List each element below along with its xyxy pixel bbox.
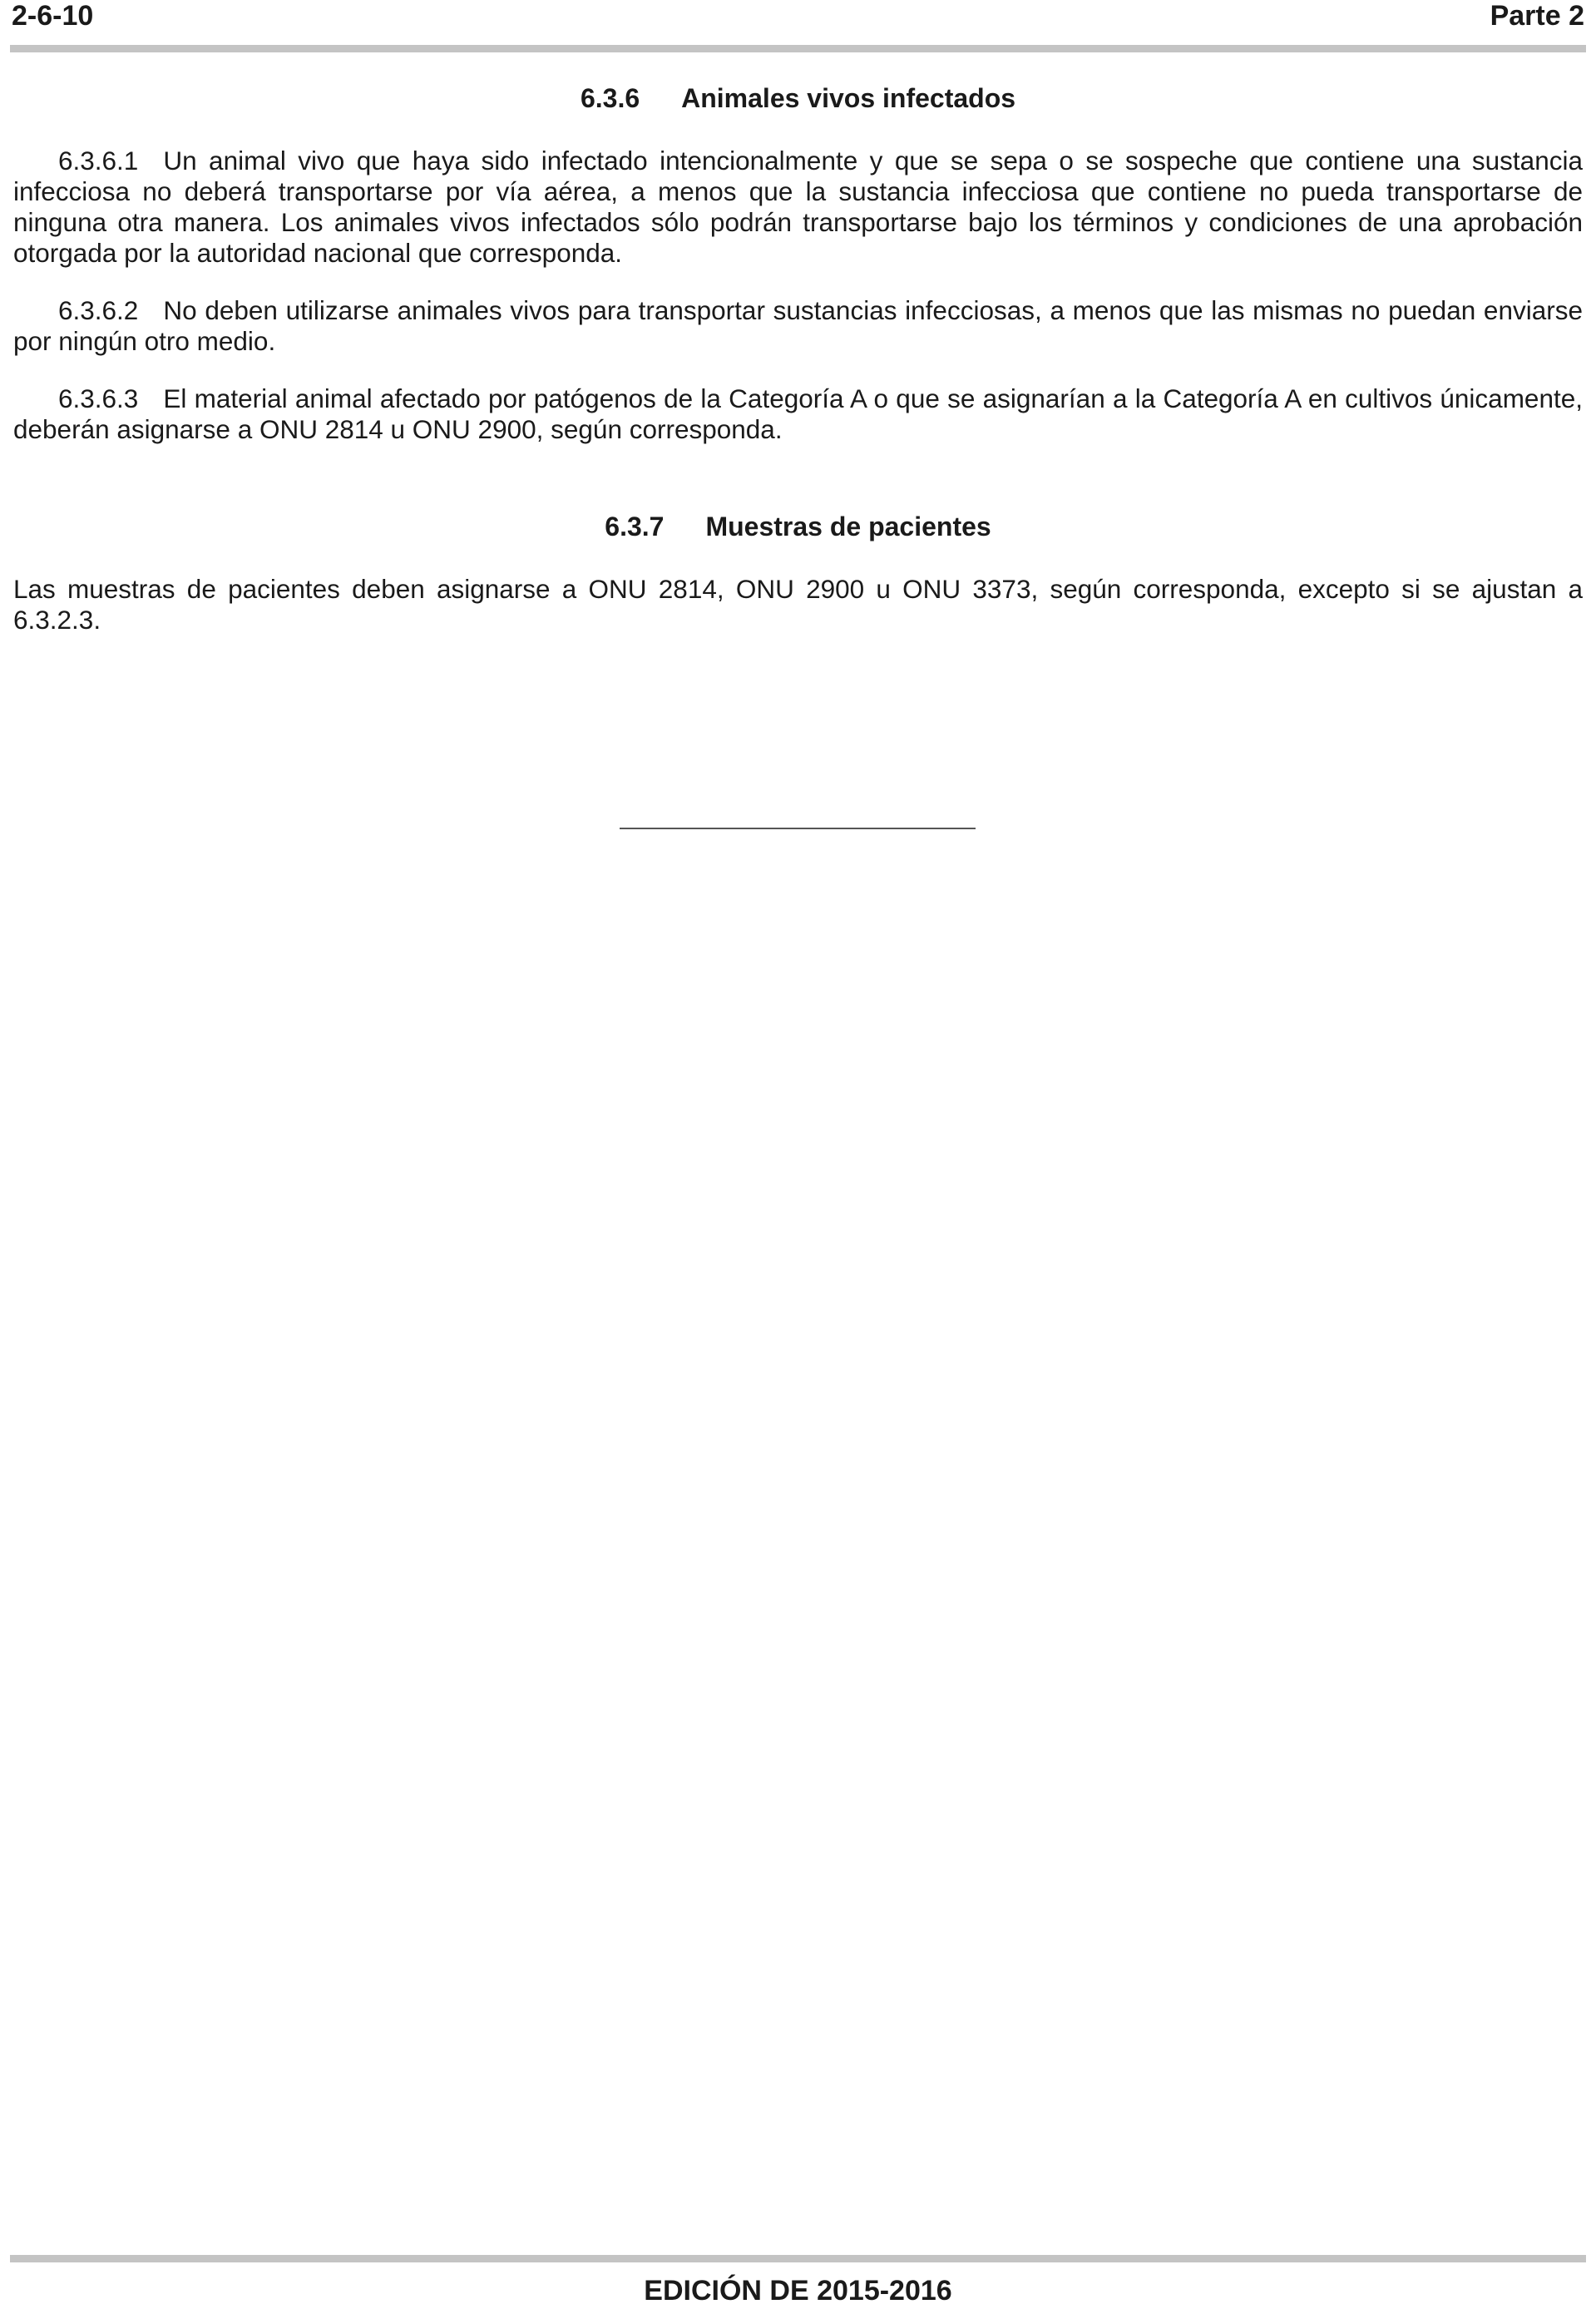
section-number: 6.3.6 [580,83,640,113]
section-title: Animales vivos infectados [681,83,1016,113]
paragraph-number: 6.3.6.3 [58,383,139,413]
paragraph-6-3-6-2 [13,295,1583,357]
header-rule [10,45,1586,52]
section-number: 6.3.7 [605,512,665,541]
edition-label: EDICIÓN DE 2015-2016 [644,2275,952,2307]
section-heading-6-3-6 [13,83,1583,114]
paragraph-6-3-6-1 [13,146,1583,269]
page-number: 2-6-10 [12,0,94,32]
paragraph-number: 6.3.6.1 [58,146,139,176]
paragraph-6-3-7 [13,574,1583,635]
paragraph-text: Las muestras de pacientes deben asignarse a ONU 2814, ONU 2900 u ONU 3373, según corresponda, excepto si se ajustan a 6.3.2.3. [13,574,1583,635]
page-content [13,83,1583,635]
paragraph-number: 6.3.6.2 [58,295,139,325]
end-of-page-rule [620,828,976,829]
paragraph-text: El material animal afectado por patógenos de la Categoría A o que se asignarían a la Categoría A en cultivos únicamente, deberán asignarse a ONU 2814 u ONU 2900, según corresponda. [13,383,1583,444]
footer-rule [10,2255,1586,2262]
paragraph-6-3-6-3 [13,383,1583,445]
section-title: Muestras de pacientes [705,512,991,541]
paragraph-text: Un animal vivo que haya sido infectado intencionalmente y que se sepa o se sospeche que contiene una sustancia infecciosa no deberá transportarse por vía aérea, a menos que la sustancia infecciosa que contiene no pueda transportarse de ninguna otra manera. Los animales vivos infectados sólo podrán transportarse bajo los términos y condiciones de una aprobación otorgada por la autoridad nacional que corresponda. [13,146,1583,268]
part-label: Parte 2 [1490,0,1584,32]
running-header [12,0,1584,37]
paragraph-text: No deben utilizarse animales vivos para transportar sustancias infecciosas, a menos que las mismas no puedan enviarse por ningún otro medio. [13,295,1583,356]
section-heading-6-3-7 [13,512,1583,542]
